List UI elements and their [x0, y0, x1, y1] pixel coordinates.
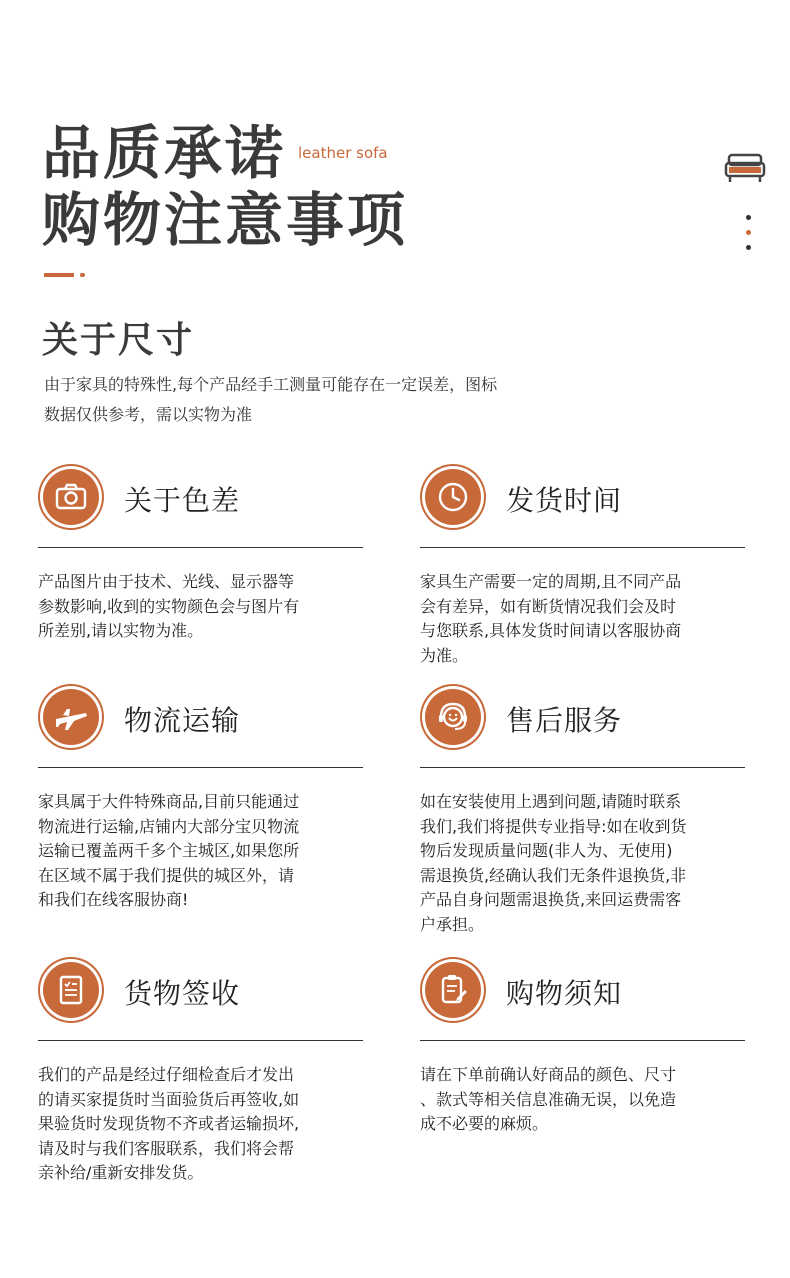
- card-text: 请在下单前确认好商品的颜色、尺寸 、款式等相关信息准确无误，以免造 成不必要的麻烦。: [420, 1065, 677, 1133]
- card-after-sales: [420, 689, 745, 937]
- camera-icon: [43, 469, 99, 525]
- card-text: 家具生产需要一定的周期,且不同产品 会有差异，如有断货情况我们会及时 与您联系,具体发货时间请以客服协商 为准。: [420, 572, 682, 665]
- card-title: 售后服务: [506, 704, 623, 737]
- more-vertical-icon[interactable]: [746, 215, 752, 260]
- card-shipping-time: [420, 469, 745, 668]
- sofa-icon[interactable]: [724, 152, 766, 184]
- card-goods-receipt: [38, 962, 363, 1186]
- card-title: 发货时间: [506, 484, 623, 517]
- card-color-difference: [38, 469, 363, 644]
- card-text: 我们的产品是经过仔细检查后才发出 的请买家提货时当面验货后再签收,如 果验货时发现货物不齐或者运输损坏, 请及时与我们客服联系，我们将会帮 亲补给/重新安排发货。: [38, 1065, 300, 1182]
- card-text: 家具属于大件特殊商品,目前只能通过 物流进行运输,店铺内大部分宝贝物流 运输已覆盖两千多个主城区,如果您所 在区域不属于我们提供的城区外，请 和我们在线客服协商!: [38, 792, 300, 909]
- subtitle-english: leather sofa: [298, 144, 388, 162]
- card-title: 关于色差: [124, 484, 241, 517]
- card-title: 购物须知: [506, 977, 623, 1010]
- customer-service-icon: [425, 689, 481, 745]
- card-shopping-notice: [420, 962, 745, 1137]
- airplane-icon: [43, 689, 99, 745]
- notice-icon: [425, 962, 481, 1018]
- size-description: 由于家具的特殊性,每个产品经手工测量可能存在一定误差，图标 数据仅供参考，需以实物为准: [44, 375, 498, 424]
- card-logistics: [38, 689, 363, 913]
- card-text: 如在安装使用上遇到问题,请随时联系 我们,我们将提供专业指导:如在收到货 物后发现质量问题(非人为、无使用) 需退换货,经确认我们无条件退换货,非 产品自身问题需退换货,来回运费需客 户承担。: [420, 792, 687, 934]
- accent-dot: [80, 273, 85, 277]
- page-title-line2: 购物注意事项: [42, 186, 409, 254]
- card-title: 物流运输: [124, 704, 241, 737]
- card-text: 产品图片由于技术、光线、显示器等 参数影响,收到的实物颜色会与图片有 所差别,请以实物为准。: [38, 572, 300, 640]
- page-title-line1: 品质承诺: [42, 119, 287, 187]
- card-title: 货物签收: [124, 977, 241, 1010]
- clock-icon: [425, 469, 481, 525]
- accent-bar: [44, 273, 74, 277]
- size-heading: 关于尺寸: [42, 320, 195, 361]
- checklist-icon: [43, 962, 99, 1018]
